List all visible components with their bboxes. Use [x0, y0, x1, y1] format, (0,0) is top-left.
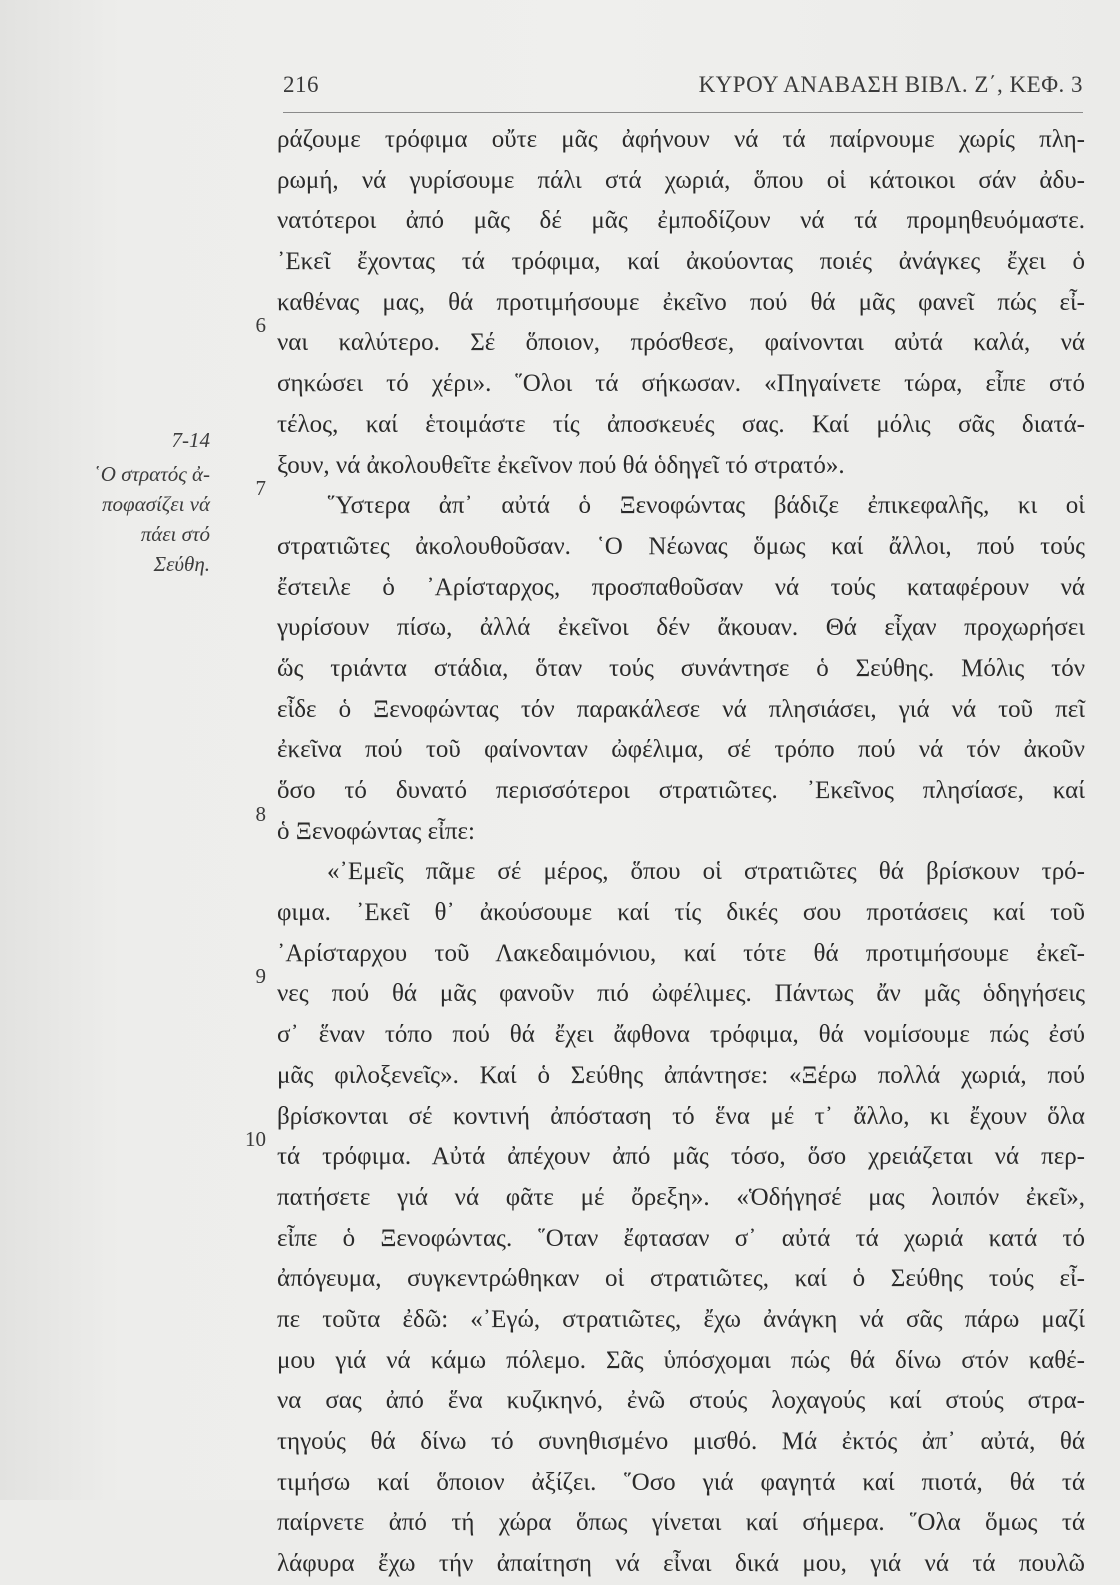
- text-line: ράζουμε τρόφιμα οὔτε μᾶς ἀφήνουν νά τά παίρνουμε χωρίς πλη-: [277, 126, 1085, 153]
- text-line: ἀπόγευμα, συγκεντρώθηκαν οἱ στρατιῶτες, καί ὁ Σεύθης τούς εἶ-: [277, 1265, 1085, 1293]
- text-line: μᾶς φιλοξενεῖς». Καί ὁ Σεύθης ἀπάντησε: «Ξέρω πολλά χωριά, πού: [277, 1061, 1085, 1089]
- text-line: ὁ Ξενοφώντας εἶπε:: [277, 817, 475, 845]
- text-line: τέλος, καί ἑτοιμάστε τίς ἀποσκευές σας. Καί μόλις σᾶς διατά-: [277, 410, 1085, 438]
- margin-note: [40, 425, 210, 579]
- text-line: τηγούς θά δίνω τό συνηθισμένο μισθό. Μά ἐκτός ἀπ᾿ αὐτά, θά: [277, 1428, 1085, 1455]
- running-title: ΚΥΡΟΥ ΑΝΑΒΑΣΗ ΒΙΒΛ. Ζ΄, ΚΕΦ. 3: [698, 72, 1083, 97]
- text-line: ξουν, νά ἀκολουθεῖτε ἐκεῖνον πού θά ὁδηγεῖ τό στρατό».: [277, 451, 845, 479]
- text-line: «᾿Εμεῖς πᾶμε σέ μέρος, ὅπου οἱ στρατιῶτες θά βρίσκουν τρό-: [327, 858, 1085, 886]
- text-line: εἶπε ὁ Ξενοφώντας. ῞Οταν ἔφτασαν σ᾿ αὐτά τά χωριά κατά τό: [277, 1224, 1085, 1252]
- text-line: τιμήσω καί ὅποιον ἀξίζει. ῞Οσο γιά φαγητά καί πιοτά, θά τά: [277, 1468, 1085, 1496]
- margin-note-range: 7-14: [171, 428, 210, 452]
- page-number: 216: [283, 72, 319, 97]
- text-line: πε τοῦτα ἐδῶ: «᾿Εγώ, στρατιῶτες, ἔχω ἀνάγκη νά σᾶς πάρω μαζί: [277, 1305, 1085, 1333]
- text-line: ἐκεῖνα πού τοῦ φαίνονταν ὠφέλιμα, σέ τρόπο πού νά τόν ἀκοῦν: [277, 736, 1085, 764]
- text-line: πατήσετε γιά νά φᾶτε μέ ὄρεξη». «Ὁδήγησέ μας λοιπόν ἐκεῖ»,: [277, 1183, 1085, 1211]
- text-line: τά τρόφιμα. Αὐτά ἀπέχουν ἀπό μᾶς τόσο, ὅσο χρειάζεται νά περ-: [277, 1143, 1085, 1171]
- section-number-6: 6: [255, 313, 266, 337]
- text-line: ῞Υστερα ἀπ᾿ αὐτά ὁ Ξενοφώντας βάδιζε ἐπικεφαλῆς, κι οἱ: [327, 492, 1085, 520]
- section-number-10: 10: [245, 1127, 266, 1151]
- page-header: [283, 72, 1083, 102]
- text-line: ᾿Εκεῖ ἔχοντας τά τρόφιμα, καί ἀκούοντας ποιές ἀνάγκες ἔχει ὁ: [277, 248, 1085, 276]
- header-rule: [283, 112, 1083, 113]
- body-text: [277, 120, 1085, 1585]
- margin-note-line: πάει στό: [140, 522, 210, 546]
- text-line: ὅσο τό δυνατό περισσότεροι στρατιῶτες. ᾿Εκεῖνος πλησίασε, καί: [277, 777, 1085, 804]
- text-line: φιμα. ᾿Εκεῖ θ᾿ ἀκούσουμε καί τίς δικές σου προτάσεις καί τοῦ: [277, 899, 1085, 927]
- text-line: παίρνετε ἀπό τή χώρα ὅπως γίνεται καί σήμερα. ῞Ολα ὅμως τά: [277, 1509, 1085, 1537]
- text-line: ἔστειλε ὁ ᾿Αρίσταρχος, προσπαθοῦσαν νά τούς καταφέρουν νά: [277, 573, 1085, 601]
- section-number-7: 7: [255, 476, 266, 500]
- text-line: ὥς τριάντα στάδια, ὅταν τούς συνάντησε ὁ Σεύθης. Μόλις τόν: [277, 654, 1085, 682]
- text-line: ᾿Αρίσταρχου τοῦ Λακεδαιμόνιου, καί τότε θά προτιμήσουμε ἐκεῖ-: [277, 939, 1085, 967]
- section-number-9: 9: [255, 964, 266, 988]
- margin-note-line: ῾Ο στρατός ἀ-: [93, 462, 210, 486]
- text-line: εἶδε ὁ Ξενοφώντας τόν παρακάλεσε νά πλησιάσει, γιά νά τοῦ πεῖ: [277, 695, 1085, 723]
- section-number-8: 8: [255, 802, 266, 826]
- text-line: γυρίσουν πίσω, ἀλλά ἐκεῖνοι δέν ἄκουαν. Θά εἶχαν προχωρήσει: [277, 614, 1085, 642]
- text-line: σ᾿ ἕναν τόπο πού θά ἔχει ἄφθονα τρόφιμα, θά νομίσουμε πώς ἐσύ: [277, 1021, 1085, 1049]
- text-line: να σας ἀπό ἕνα κυζικηνό, ἐνῶ στούς λοχαγούς καί στούς στρα-: [277, 1387, 1085, 1415]
- text-line: ρωμή, νά γυρίσουμε πάλι στά χωριά, ὅπου οἱ κάτοικοι σάν ἀδυ-: [277, 166, 1085, 194]
- margin-note-line: ποφασίζει νά: [101, 492, 210, 516]
- text-line: στρατιῶτες ἀκολουθοῦσαν. ῾Ο Νέωνας ὅμως καί ἄλλοι, πού τούς: [277, 532, 1085, 560]
- text-line: ναι καλύτερο. Σέ ὅποιον, πρόσθεσε, φαίνονται αὐτά καλά, νά: [277, 329, 1085, 357]
- text-line: μου γιά νά κάμω πόλεμο. Σᾶς ὑπόσχομαι πώς θά δίνω στόν καθέ-: [277, 1346, 1085, 1374]
- margin-note-line: Σεύθη.: [153, 552, 210, 576]
- text-line: νατότεροι ἀπό μᾶς δέ μᾶς ἐμποδίζουν νά τά προμηθευόμαστε.: [277, 207, 1085, 235]
- text-line: σηκώσει τό χέρι». ῞Ολοι τά σήκωσαν. «Πηγαίνετε τώρα, εἶπε στό: [277, 370, 1085, 398]
- text-line: λάφυρα ἔχω τήν ἀπαίτηση νά εἶναι δικά μου, γιά νά τά πουλῶ: [277, 1550, 1085, 1578]
- text-line: καθένας μας, θά προτιμήσουμε ἐκεῖνο πού θά μᾶς φανεῖ πώς εἶ-: [277, 288, 1085, 316]
- text-line: βρίσκονται σέ κοντινή ἀπόσταση τό ἕνα μέ τ᾿ ἄλλο, κι ἔχουν ὅλα: [277, 1102, 1085, 1130]
- text-line: νες πού θά μᾶς φανοῦν πιό ὠφέλιμες. Πάντως ἄν μᾶς ὁδηγήσεις: [277, 980, 1085, 1008]
